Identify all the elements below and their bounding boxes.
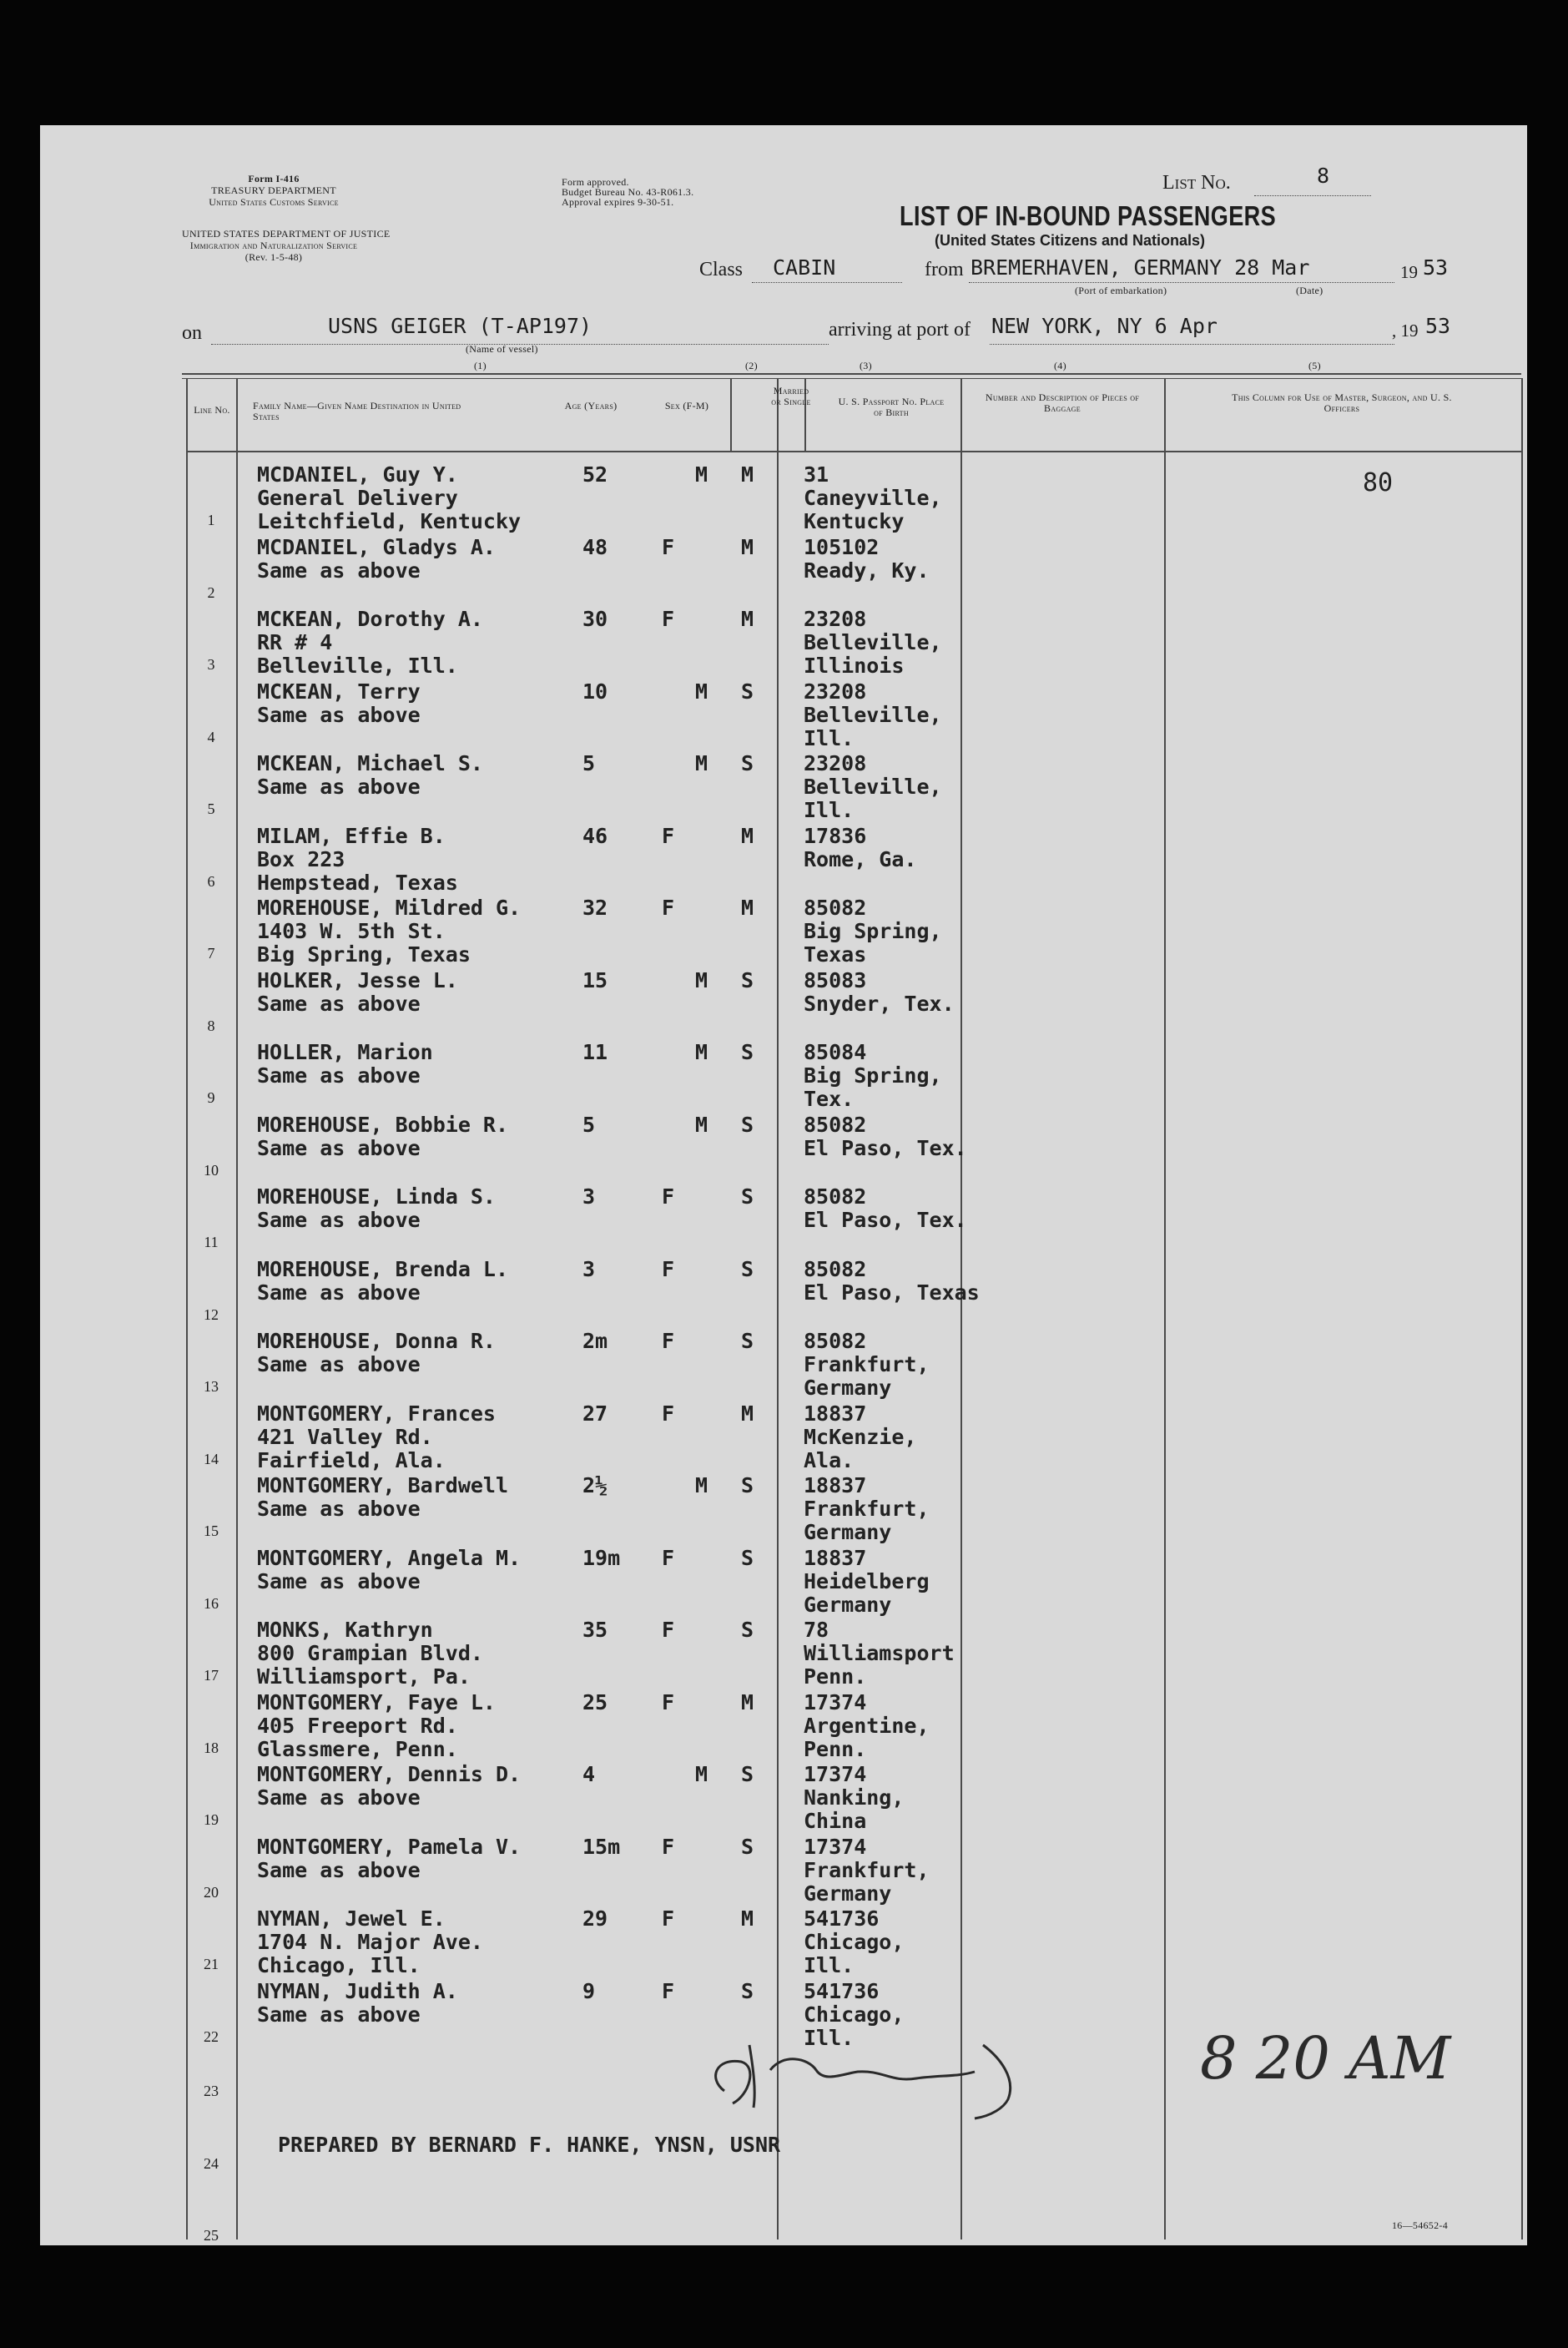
passport-number: 17836 [804,823,867,848]
passenger-sex: M [695,1040,708,1064]
passport-number: 541736 [804,1906,880,1931]
col-num-3: (3) [860,360,872,371]
passenger-age: 27 [582,1401,608,1426]
line-number: 5 [207,800,215,817]
year-prefix: 19 [1400,262,1418,282]
place-of-birth-2: Ala. [804,1447,855,1472]
passenger-sex: F [662,1978,675,2003]
passenger-name: MONTGOMERY, Frances [257,1401,496,1426]
year-prefix-2: , 19 [1392,321,1419,341]
destination-line-2: Hempstead, Texas [257,870,458,895]
handwritten-time [1192,2012,1509,2103]
passport-number: 17374 [804,1689,867,1714]
passenger-name: MONKS, Kathryn [257,1618,433,1642]
place-of-birth-1: Belleville, [804,630,942,654]
passenger-age: 52 [582,462,608,487]
passenger-age: 29 [582,1906,608,1931]
from-year: 53 [1423,255,1449,280]
passport-number: 31 [804,462,829,487]
passport-number: 18837 [804,1545,867,1570]
marital-status: S [741,751,754,775]
place-of-birth-1: Frankfurt, [804,1352,930,1376]
place-of-birth-1: Caneyville, [804,486,942,510]
marital-status: M [741,534,754,559]
destination-line-1: Same as above [257,1497,421,1521]
footer-code: 16—54652-4 [1392,2219,1448,2231]
vessel-caption: (Name of vessel) [466,343,538,355]
destination-line-1: Same as above [257,1568,421,1593]
place-of-birth-1: Frankfurt, [804,1497,930,1521]
col-num-4: (4) [1054,360,1066,371]
passenger-sex: F [662,534,675,559]
place-of-birth-2: Ill. [804,798,855,822]
from-label: from [925,259,964,280]
passport-number: 17374 [804,1834,867,1859]
place-of-birth-2: Germany [804,1520,892,1544]
passenger-name: NYMAN, Jewel E. [257,1906,446,1931]
line-number: 12 [204,1305,219,1323]
line-number: 20 [204,1883,219,1901]
destination-line-1: Same as above [257,1785,421,1810]
justice-dept: UNITED STATES DEPARTMENT OF JUSTICE [182,228,391,240]
line-number: 23 [204,2083,219,2099]
destination-line-1: RR # 4 [257,630,333,654]
line-number: 11 [204,1234,219,1250]
place-of-birth-2: China [804,1809,867,1833]
passenger-age: 15 [582,967,608,992]
destination-line-1: Same as above [257,1857,421,1882]
passport-number: 85082 [804,896,867,920]
place-of-birth-2: Kentucky [804,509,905,533]
destination-line-1: Same as above [257,1280,421,1305]
line-number: 4 [207,728,215,745]
passenger-name: HOLLER, Marion [257,1040,433,1064]
list-no-label: List No. [1162,172,1231,194]
place-of-birth-1: McKenzie, [804,1424,917,1449]
line-number: 14 [204,1450,219,1467]
rev-date: (Rev. 1-5-48) [245,251,303,263]
destination-line-2: Leitchfield, Kentucky [257,509,522,533]
destination-line-1: 800 Grampian Blvd. [257,1641,483,1665]
marital-status: S [741,967,754,992]
passenger-name: MONTGOMERY, Angela M. [257,1545,522,1570]
passenger-sex: F [662,1401,675,1426]
marital-status: S [741,1184,754,1209]
passenger-age: 32 [582,896,608,920]
place-of-birth-2: Texas [804,942,867,967]
passenger-name: MOREHOUSE, Linda S. [257,1184,496,1209]
marital-status: S [741,1040,754,1064]
destination-line-1: Same as above [257,1352,421,1376]
marital-status: S [741,1329,754,1353]
passport-number: 85083 [804,967,867,992]
passenger-sex: F [662,823,675,848]
destination-line-2: Big Spring, Texas [257,942,471,967]
destination-line-2: Williamsport, Pa. [257,1664,471,1689]
passenger-age: 2m [582,1329,608,1353]
marital-status: S [741,1256,754,1281]
passenger-name: MOREHOUSE, Bobbie R. [257,1112,509,1137]
passenger-age: 48 [582,534,608,559]
line-number: 18 [204,1739,219,1756]
place-of-birth-1: Argentine, [804,1713,930,1738]
marital-status: S [741,1762,754,1786]
place-of-birth-1: Frankfurt, [804,1857,930,1882]
form-title: LIST OF IN-BOUND PASSENGERS [900,200,1277,231]
place-of-birth-2: Tex. [804,1087,855,1111]
passenger-name: MOREHOUSE, Mildred G. [257,896,522,920]
passenger-age: 3 [582,1256,596,1281]
destination-line-2: Glassmere, Penn. [257,1736,458,1761]
passenger-sex: F [662,607,675,631]
place-of-birth-1: Rome, Ga. [804,846,917,871]
passenger-sex: M [695,462,708,487]
line-number: 22 [204,2027,219,2045]
arrival-port: NEW YORK, NY 6 Apr [991,314,1218,338]
passenger-name: MONTGOMERY, Dennis D. [257,1762,522,1786]
destination-line-1: Same as above [257,558,421,583]
line-number: 2 [207,583,215,601]
place-of-birth-2: Ill. [804,725,855,750]
destination-line-1: 1704 N. Major Ave. [257,1930,483,1954]
place-of-birth-1: El Paso, Texas [804,1280,980,1305]
svg-text:8 20 AM: 8 20 AM [1200,2024,1451,2093]
marital-status: M [741,462,754,487]
manifest-page [40,125,1527,2245]
passenger-age: 10 [582,679,608,704]
destination-line-2: Chicago, Ill. [257,1953,421,1977]
col-sex: Sex (F-M) [664,400,709,412]
passenger-sex: F [662,1184,675,1209]
col-num-5: (5) [1308,360,1321,371]
place-of-birth-1: Big Spring, [804,1063,942,1088]
passenger-name: MOREHOUSE, Donna R. [257,1329,496,1353]
destination-line-1: Same as above [257,775,421,799]
marital-status: S [741,1978,754,2003]
ins-service: Immigration and Naturalization Service [189,240,358,251]
place-of-birth-2: Penn. [804,1736,867,1761]
passenger-age: 35 [582,1618,608,1642]
signature [691,2012,1075,2120]
marital-status: S [741,1618,754,1642]
col-line-no: Line No. [194,404,230,416]
line-number: 7 [207,945,215,962]
passport-number: 85084 [804,1040,867,1064]
class-label: Class [699,259,744,280]
passenger-name: MCDANIEL, Guy Y. [257,462,458,487]
line-number: 10 [204,1161,219,1179]
passenger-sex: M [695,679,708,704]
passport-number: 85082 [804,1329,867,1353]
officer-note: 80 [1363,468,1394,497]
passenger-name: MOREHOUSE, Brenda L. [257,1256,509,1281]
passport-number: 23208 [804,751,867,775]
passenger-name: MCDANIEL, Gladys A. [257,534,496,559]
col-married: Married or Single [771,385,811,407]
arrival-year: 53 [1425,314,1451,338]
marital-status: S [741,1473,754,1497]
passenger-age: 3 [582,1184,596,1209]
treasury-dept: TREASURY DEPARTMENT [211,184,336,196]
place-of-birth-1: Heidelberg [804,1568,930,1593]
class-value: CABIN [773,255,836,280]
passport-number: 23208 [804,607,867,631]
destination-line-1: 421 Valley Rd. [257,1424,433,1449]
col-baggage: Number and Description of Pieces of Baggage [985,391,1140,414]
passenger-age: 30 [582,607,608,631]
passenger-sex: F [662,1256,675,1281]
line-number: 8 [207,1017,215,1034]
passenger-sex: F [662,1618,675,1642]
destination-line-1: Same as above [257,1063,421,1088]
passenger-age: 4 [582,1762,596,1786]
prepared-by: PREPARED BY BERNARD F. HANKE, YNSN, USNR [278,2133,781,2157]
passenger-age: 25 [582,1689,608,1714]
passport-number: 17374 [804,1762,867,1786]
customs-service: United States Customs Service [209,196,339,208]
arriving-label: arriving at port of [829,319,971,341]
line-number: 6 [207,872,215,890]
line-number: 15 [204,1522,219,1539]
marital-status: M [741,823,754,848]
passenger-age: 9 [582,1978,596,2003]
passenger-sex: M [695,967,708,992]
marital-status: M [741,1906,754,1931]
marital-status: S [741,1545,754,1570]
line-number: 25 [204,2227,219,2244]
destination-line-1: 1403 W. 5th St. [257,919,446,943]
col-num-2: (2) [745,360,758,371]
place-of-birth-2: Penn. [804,1664,867,1689]
passenger-sex: F [662,1545,675,1570]
form-approved: Form approved. [562,176,629,188]
passenger-name: MCKEAN, Michael S. [257,751,483,775]
col-officers: This Column for Use of Master, Surgeon, and U. S. Officers [1232,391,1452,414]
place-of-birth-1: Chicago, [804,2002,905,2027]
place-of-birth-1: Ready, Ky. [804,558,930,583]
passport-number: 23208 [804,679,867,704]
col-name: Family Name—Given Name Destination in United States [253,400,461,422]
form-number: Form I-416 [248,173,300,184]
marital-status: S [741,1834,754,1859]
passenger-sex: M [695,1473,708,1497]
place-of-birth-2: Ill. [804,2025,855,2050]
place-of-birth-2: Germany [804,1376,892,1400]
marital-status: S [741,1112,754,1137]
line-number: 13 [204,1378,219,1395]
place-of-birth-2: Germany [804,1881,892,1906]
marital-status: M [741,1689,754,1714]
passenger-name: NYMAN, Judith A. [257,1978,458,2003]
passenger-sex: M [695,751,708,775]
passenger-name: MONTGOMERY, Bardwell [257,1473,509,1497]
passenger-age: 46 [582,823,608,848]
passport-number: 18837 [804,1473,867,1497]
passenger-sex: M [695,1762,708,1786]
place-of-birth-1: Big Spring, [804,919,942,943]
passenger-age: 15m [582,1834,621,1859]
passenger-sex: M [695,1112,708,1137]
place-of-birth-1: El Paso, Tex. [804,1135,967,1160]
line-number: 9 [207,1089,215,1106]
col-num-1: (1) [474,360,487,371]
line-number: 19 [204,1811,219,1828]
passenger-age: 11 [582,1040,608,1064]
line-number: 16 [204,1594,219,1612]
destination-line-2: Belleville, Ill. [257,654,458,678]
on-label: on [182,322,202,344]
place-of-birth-1: El Paso, Tex. [804,1208,967,1232]
line-number: 21 [204,1956,219,1972]
passenger-sex: F [662,1834,675,1859]
approval-expires: Approval expires 9-30-51. [562,196,674,208]
passenger-age: 19m [582,1545,621,1570]
passenger-age: 5 [582,1112,596,1137]
place-of-birth-1: Chicago, [804,1930,905,1954]
passenger-name: HOLKER, Jesse L. [257,967,458,992]
destination-line-1: Box 223 [257,846,345,871]
marital-status: M [741,607,754,631]
marital-status: S [741,679,754,704]
line-number: 24 [204,2154,219,2172]
passport-number: 85082 [804,1112,867,1137]
passport-number: 18837 [804,1401,867,1426]
destination-line-2: Fairfield, Ala. [257,1447,446,1472]
col-age: Age (Years) [564,400,618,412]
destination-line-1: 405 Freeport Rd. [257,1713,458,1738]
passport-number: 85082 [804,1256,867,1281]
passenger-name: MCKEAN, Dorothy A. [257,607,483,631]
passport-number: 78 [804,1618,829,1642]
passport-number: 541736 [804,1978,880,2003]
marital-status: M [741,896,754,920]
place-of-birth-2: Germany [804,1592,892,1617]
from-value: BREMERHAVEN, GERMANY 28 Mar [971,255,1310,280]
line-number: 1 [207,512,215,528]
form-subtitle: (United States Citizens and Nationals) [935,232,1206,249]
passenger-name: MILAM, Effie B. [257,823,446,848]
destination-line-1: Same as above [257,1208,421,1232]
passenger-sex: F [662,1689,675,1714]
passenger-name: MONTGOMERY, Faye L. [257,1689,496,1714]
place-of-birth-1: Williamsport [804,1641,955,1665]
passenger-age: 2½ [582,1473,608,1497]
destination-line-1: Same as above [257,2002,421,2027]
passenger-sex: F [662,1906,675,1931]
passport-number: 105102 [804,534,880,559]
passport-number: 85082 [804,1184,867,1209]
place-of-birth-2: Illinois [804,654,905,678]
passenger-sex: F [662,896,675,920]
col-passport: U. S. Passport No. Place of Birth [838,396,945,418]
destination-line-1: Same as above [257,702,421,727]
line-number: 3 [207,656,215,673]
vessel-name: USNS GEIGER (T-AP197) [328,314,592,338]
place-of-birth-1: Nanking, [804,1785,905,1810]
destination-line-1: Same as above [257,991,421,1016]
place-of-birth-1: Snyder, Tex. [804,991,955,1016]
line-number: 17 [204,1667,219,1684]
budget-bureau: Budget Bureau No. 43-R061.3. [562,186,694,198]
passenger-sex: F [662,1329,675,1353]
place-of-birth-1: Belleville, [804,775,942,799]
passenger-name: MCKEAN, Terry [257,679,421,704]
place-of-birth-1: Belleville, [804,702,942,727]
passenger-name: MONTGOMERY, Pamela V. [257,1834,522,1859]
destination-line-1: Same as above [257,1135,421,1160]
destination-line-1: General Delivery [257,486,458,510]
marital-status: M [741,1401,754,1426]
place-of-birth-2: Ill. [804,1953,855,1977]
passenger-age: 5 [582,751,596,775]
port-embark-caption: (Port of embarkation) [1075,285,1167,296]
date-caption: (Date) [1296,285,1323,296]
list-no-value: 8 [1317,164,1330,188]
